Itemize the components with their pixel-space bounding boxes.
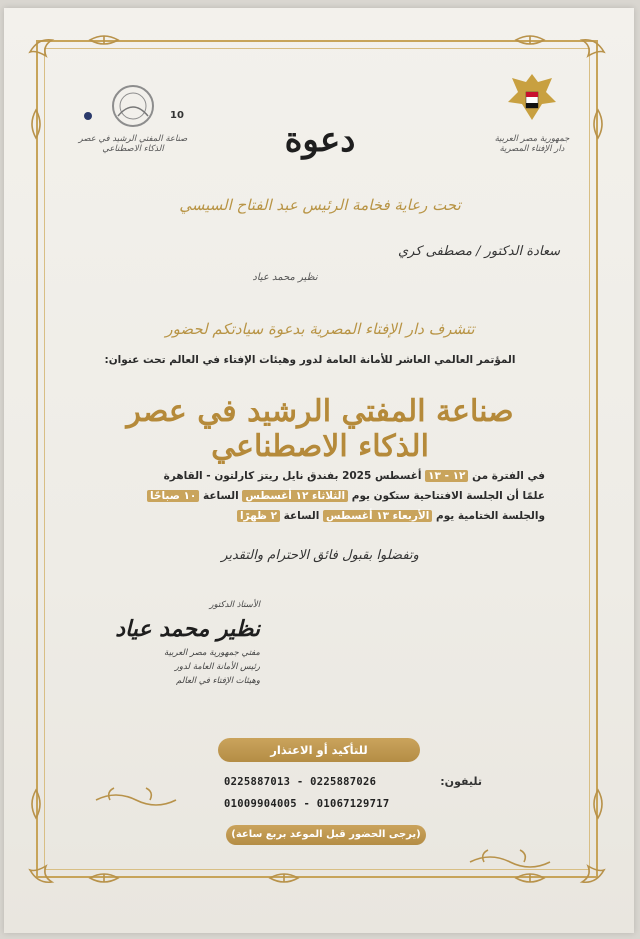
closing-day-highlight: الأربعاء ١٣ أغسطس	[323, 510, 432, 522]
invitation-title: دعوة	[284, 120, 356, 160]
eagle-emblem-icon	[492, 70, 572, 130]
signature-title: الأستاذ الدكتور	[209, 600, 260, 610]
patronage-line: تحت رعاية فخامة الرئيس عبد الفتاح السيسي	[179, 196, 461, 214]
recipient-subline: نظير محمد عياد	[252, 272, 318, 283]
rsvp-banner: للتأكيد أو الاعتذار	[218, 738, 420, 762]
honored-invitation-line: تتشرف دار الإفتاء المصرية بدعوة سيادتكم لحضور	[165, 320, 475, 338]
attendance-note: (يرجى الحضور قبل الموعد بربع ساعة)	[226, 825, 426, 845]
emblem-caption: جمهورية مصر العربية دار الإفتاء المصرية	[494, 134, 570, 154]
conference-description: المؤتمر العالمي العاشر للأمانة العامة لدور وهيئات الإفتاء في العالم تحت عنوان:	[104, 354, 516, 366]
logo-caption: صناعة المفتي الرشيد في عصر الذكاء الاصطناعي	[78, 134, 188, 154]
closing-salutation: وتفضلوا بقبول فائق الاحترام والتقدير	[221, 548, 419, 563]
corner-ornament-top-left	[30, 40, 52, 56]
floral-sprig-left	[96, 788, 176, 805]
edge-motif-bottom-2	[516, 874, 544, 882]
egypt-emblem-logo	[492, 70, 572, 170]
detail-line-dates	[85, 470, 545, 482]
detail-line-closing	[85, 510, 545, 522]
closing-prefix: والجلسة الختامية يوم	[436, 510, 545, 522]
conference-emblem-icon	[78, 82, 188, 132]
conference-main-title: صناعة المفتي الرشيد في عصر الذكاء الاصطناعي	[126, 394, 514, 464]
closing-mid: الساعة	[283, 510, 320, 522]
opening-prefix: علمًا أن الجلسة الافتتاحية ستكون يوم	[351, 490, 545, 502]
logo-number: 10	[170, 110, 184, 121]
edge-motif-left-1	[32, 110, 40, 138]
edge-motif-top-2	[516, 36, 544, 44]
detail-dates-highlight: ١٢ - ١٣	[425, 470, 468, 482]
detail-line-opening	[85, 490, 545, 502]
floral-sprig-right	[470, 850, 550, 867]
corner-ornament-top-right	[582, 40, 604, 56]
opening-mid: الساعة	[202, 490, 239, 502]
edge-motif-bottom-1	[90, 874, 118, 882]
signature-role-1: مفتي جمهورية مصر العربية	[164, 648, 260, 658]
detail-dates-prefix: في الفترة من	[472, 470, 545, 482]
edge-motif-bottom-3	[270, 874, 298, 882]
edge-motif-top-1	[90, 36, 118, 44]
corner-ornament-bottom-left	[30, 866, 52, 882]
opening-day-highlight: الثلاثاء ١٢ أغسطس	[242, 490, 348, 502]
signature-name: نظير محمد عياد	[115, 616, 260, 642]
conference-logo	[78, 82, 188, 162]
detail-dates-suffix: أغسطس 2025 بفندق نايل ريتز كارلتون - القاهرة	[163, 470, 422, 482]
edge-motif-right-2	[594, 790, 602, 818]
edge-motif-left-2	[32, 790, 40, 818]
phone-numbers-mobile[interactable]: 01009904005 - 01067129717	[224, 798, 390, 810]
closing-time-highlight: ٢ ظهرًا	[237, 510, 280, 522]
recipient-name: سعادة الدكتور / مصطفى كري	[398, 244, 560, 259]
opening-time-highlight: ١٠ صباحًا	[147, 490, 199, 502]
phone-numbers-landline[interactable]: 0225887013 - 0225887026	[224, 776, 377, 788]
signature-role-3: وهيئات الإفتاء في العالم	[176, 676, 260, 686]
signature-role-2: رئيس الأمانة العامة لدور	[174, 662, 260, 672]
edge-motif-right-1	[594, 110, 602, 138]
phone-label: تليفون:	[440, 775, 482, 788]
corner-ornament-bottom-right	[582, 866, 604, 882]
